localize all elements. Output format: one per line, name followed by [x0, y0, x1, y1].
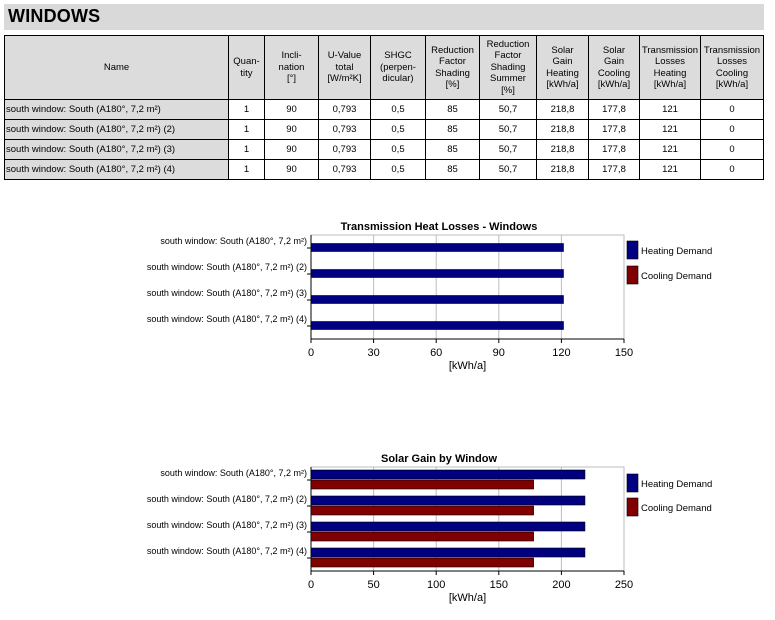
x-tick-label: 200 [552, 579, 571, 591]
table-cell: 177,8 [589, 140, 640, 160]
bar-heating-demand [311, 322, 563, 330]
table-row [5, 160, 764, 180]
x-tick-label: 250 [614, 579, 634, 591]
table-cell: 90 [265, 160, 319, 180]
table-cell: 0,5 [371, 160, 426, 180]
table-cell: 0 [701, 160, 764, 180]
category-label: south window: South (A180°, 7,2 m²) (2) [146, 262, 307, 272]
row-name-cell: south window: South (A180°, 7,2 m²) [5, 100, 229, 120]
table-cell: 0,793 [319, 160, 371, 180]
x-tick-label: 120 [552, 347, 571, 359]
table-cell: 121 [640, 120, 701, 140]
bar-cooling-demand [311, 506, 534, 515]
x-tick-label: 50 [367, 579, 380, 591]
table-cell: 0,793 [319, 100, 371, 120]
bar-heating-demand [311, 522, 585, 531]
table-cell: 1 [229, 100, 265, 120]
table-cell: 218,8 [537, 140, 589, 160]
bar-heating-demand [311, 470, 585, 479]
bar-heating-demand [311, 548, 585, 557]
header-transmission-heating: Transmission Losses Heating [kWh/a] [640, 36, 701, 100]
category-label: south window: South (A180°, 7,2 m²) (3) [146, 288, 307, 298]
legend-label: Cooling Demand [641, 271, 712, 282]
table-cell: 90 [265, 100, 319, 120]
header-quantity: Quan- tity [229, 36, 265, 100]
table-cell: 85 [426, 120, 480, 140]
header-shgc: SHGC (perpen- dicular) [371, 36, 426, 100]
legend-swatch [627, 266, 638, 284]
row-name-cell: south window: South (A180°, 7,2 m²) (3) [5, 140, 229, 160]
row-name-cell: south window: South (A180°, 7,2 m²) (4) [5, 160, 229, 180]
table-row [5, 120, 764, 140]
x-tick-label: 100 [427, 579, 446, 591]
table-cell: 0,793 [319, 120, 371, 140]
x-tick-label: 90 [492, 347, 505, 359]
windows-table [4, 35, 764, 180]
table-cell: 0 [701, 120, 764, 140]
table-cell: 0,5 [371, 120, 426, 140]
bar-cooling-demand [311, 480, 534, 489]
section-title: WINDOWS [8, 6, 101, 26]
bar-cooling-demand [311, 558, 534, 567]
header-u-value: U-Value total [W/m²K] [319, 36, 371, 100]
table-cell: 0 [701, 100, 764, 120]
table-cell: 85 [426, 100, 480, 120]
table-cell: 85 [426, 160, 480, 180]
table-cell: 50,7 [480, 160, 537, 180]
legend-swatch [627, 241, 638, 259]
category-label: south window: South (A180°, 7,2 m²) (4) [146, 314, 307, 324]
section-header [4, 4, 764, 30]
solar-gain-chart [0, 445, 775, 615]
table-cell: 85 [426, 140, 480, 160]
row-name-cell: south window: South (A180°, 7,2 m²) (2) [5, 120, 229, 140]
table-cell: 177,8 [589, 120, 640, 140]
table-cell: 218,8 [537, 120, 589, 140]
category-label: south window: South (A180°, 7,2 m²) (3) [146, 520, 307, 530]
x-tick-label: 0 [307, 347, 315, 359]
category-label: south window: South (A180°, 7,2 m²) [160, 236, 307, 246]
header-reduction-shading-summer: Reduction Factor Shading Summer [%] [480, 36, 537, 100]
x-tick-label: 150 [614, 347, 634, 359]
table-cell: 0 [701, 140, 764, 160]
header-reduction-shading: Reduction Factor Shading [%] [426, 36, 480, 100]
x-axis-label: [kWh/a] [448, 360, 487, 372]
table-header-row [5, 36, 764, 100]
table-cell: 90 [265, 140, 319, 160]
legend-swatch [627, 474, 638, 492]
bar-heating-demand [311, 270, 563, 278]
table-cell: 1 [229, 160, 265, 180]
x-tick-label: 150 [489, 579, 508, 591]
header-solar-gain-cooling: Solar Gain Cooling [kWh/a] [589, 36, 640, 100]
table-cell: 1 [229, 140, 265, 160]
bar-heating-demand [311, 496, 585, 505]
table-cell: 121 [640, 160, 701, 180]
header-solar-gain-heating: Solar Gain Heating [kWh/a] [537, 36, 589, 100]
chart-title: Solar Gain by Window [380, 453, 498, 465]
header-name: Name [5, 36, 229, 100]
bar-heating-demand [311, 244, 563, 252]
legend-label: Heating Demand [641, 479, 713, 490]
header-transmission-cooling: Transmission Losses Cooling [kWh/a] [701, 36, 764, 100]
table-cell: 121 [640, 140, 701, 160]
x-tick-label: 60 [430, 347, 443, 359]
chart-title: Transmission Heat Losses - Windows [340, 221, 538, 233]
table-cell: 0,793 [319, 140, 371, 160]
table-cell: 50,7 [480, 100, 537, 120]
table-cell: 50,7 [480, 140, 537, 160]
category-label: south window: South (A180°, 7,2 m²) (2) [146, 494, 307, 504]
category-label: south window: South (A180°, 7,2 m²) (4) [146, 546, 307, 556]
table-cell: 177,8 [589, 160, 640, 180]
table-row [5, 140, 764, 160]
table-row [5, 100, 764, 120]
table-cell: 121 [640, 100, 701, 120]
table-cell: 218,8 [537, 100, 589, 120]
transmission-heat-losses-chart [0, 213, 775, 388]
bar-cooling-demand [311, 532, 534, 541]
table-cell: 90 [265, 120, 319, 140]
legend-label: Cooling Demand [641, 503, 712, 514]
header-inclination: Incli- nation [°] [265, 36, 319, 100]
table-cell: 0,5 [371, 140, 426, 160]
x-tick-label: 30 [367, 347, 380, 359]
category-label: south window: South (A180°, 7,2 m²) [160, 468, 307, 478]
table-cell: 177,8 [589, 100, 640, 120]
table-cell: 0,5 [371, 100, 426, 120]
table-cell: 218,8 [537, 160, 589, 180]
legend-label: Heating Demand [641, 246, 713, 257]
x-axis-label: [kWh/a] [448, 592, 487, 604]
table-cell: 50,7 [480, 120, 537, 140]
legend-swatch [627, 498, 638, 516]
x-tick-label: 0 [307, 579, 315, 591]
table-cell: 1 [229, 120, 265, 140]
bar-heating-demand [311, 296, 563, 304]
